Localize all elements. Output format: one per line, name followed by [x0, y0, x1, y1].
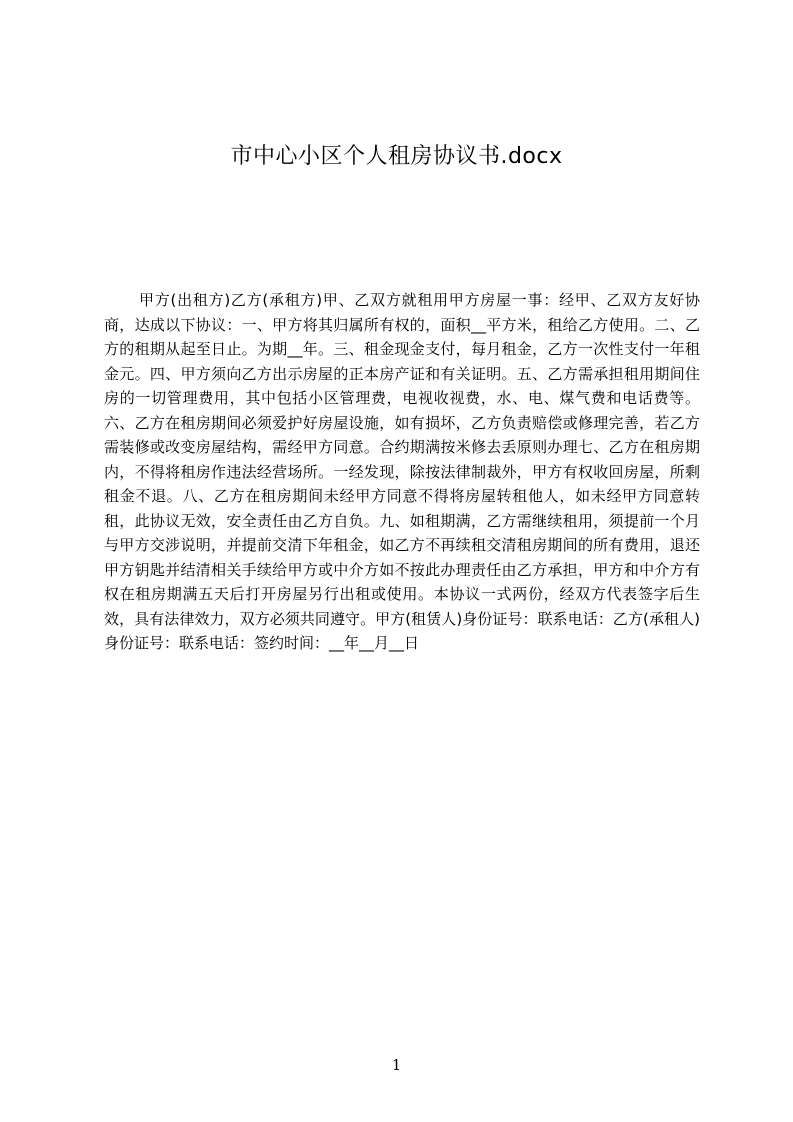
agreement-body-text: 甲方(出租方)乙方(承租方)甲、乙双方就租用甲方房屋一事：经甲、乙双方友好协商，达成以下协议：一、甲方将其归属所有权的，面积__平方米，租给乙方使用。二、乙方的租期从起至日止。为期__年。三、租金现金支付，每月租金，乙方一次性支付一年租金元。四、甲方须向乙方出示房屋的正本房产证和有关证明。五、乙方需承担租用期间住房的一切管理费用，其中包括小区管理费，电视收视费，水、电、煤气费和电话费等。六、乙方在租房期间必须爱护好房屋设施，如有损坏，乙方负责赔偿或修理完善，若乙方需装修或改变房屋结构，需经甲方同意。合约期满按米修去丢原则办理七、乙方在租房期内，不得将租房作违法经营场所。一经发现，除按法律制裁外，甲方有权收回房屋，所剩租金不退。八、乙方在租房期间未经甲方同意不得将房屋转租他人，如未经甲方同意转租，此协议无效，安全责任由乙方自负。九、如租期满，乙方需继续租用，须提前一个月与甲方交涉说明，并提前交清下年租金，如乙方不再续租交清租房期间的所有费用，退还甲方钥匙并结清相关手续给甲方或中介方如不按此办理责任由乙方承担，甲方和中介方有权在租房期满五天后打开房屋另行出租或使用。本协议一式两份，经双方代表签字后生效，具有法律效力，双方必须共同遵守。甲方(租赁人)身份证号：联系电话：乙方(承租人)身份证号：联系电话：签约时间：__年__月__日	[104, 291, 700, 652]
document-title: 市中心小区个人租房协议书.docx	[230, 144, 563, 169]
page-number: 1	[391, 1056, 402, 1074]
